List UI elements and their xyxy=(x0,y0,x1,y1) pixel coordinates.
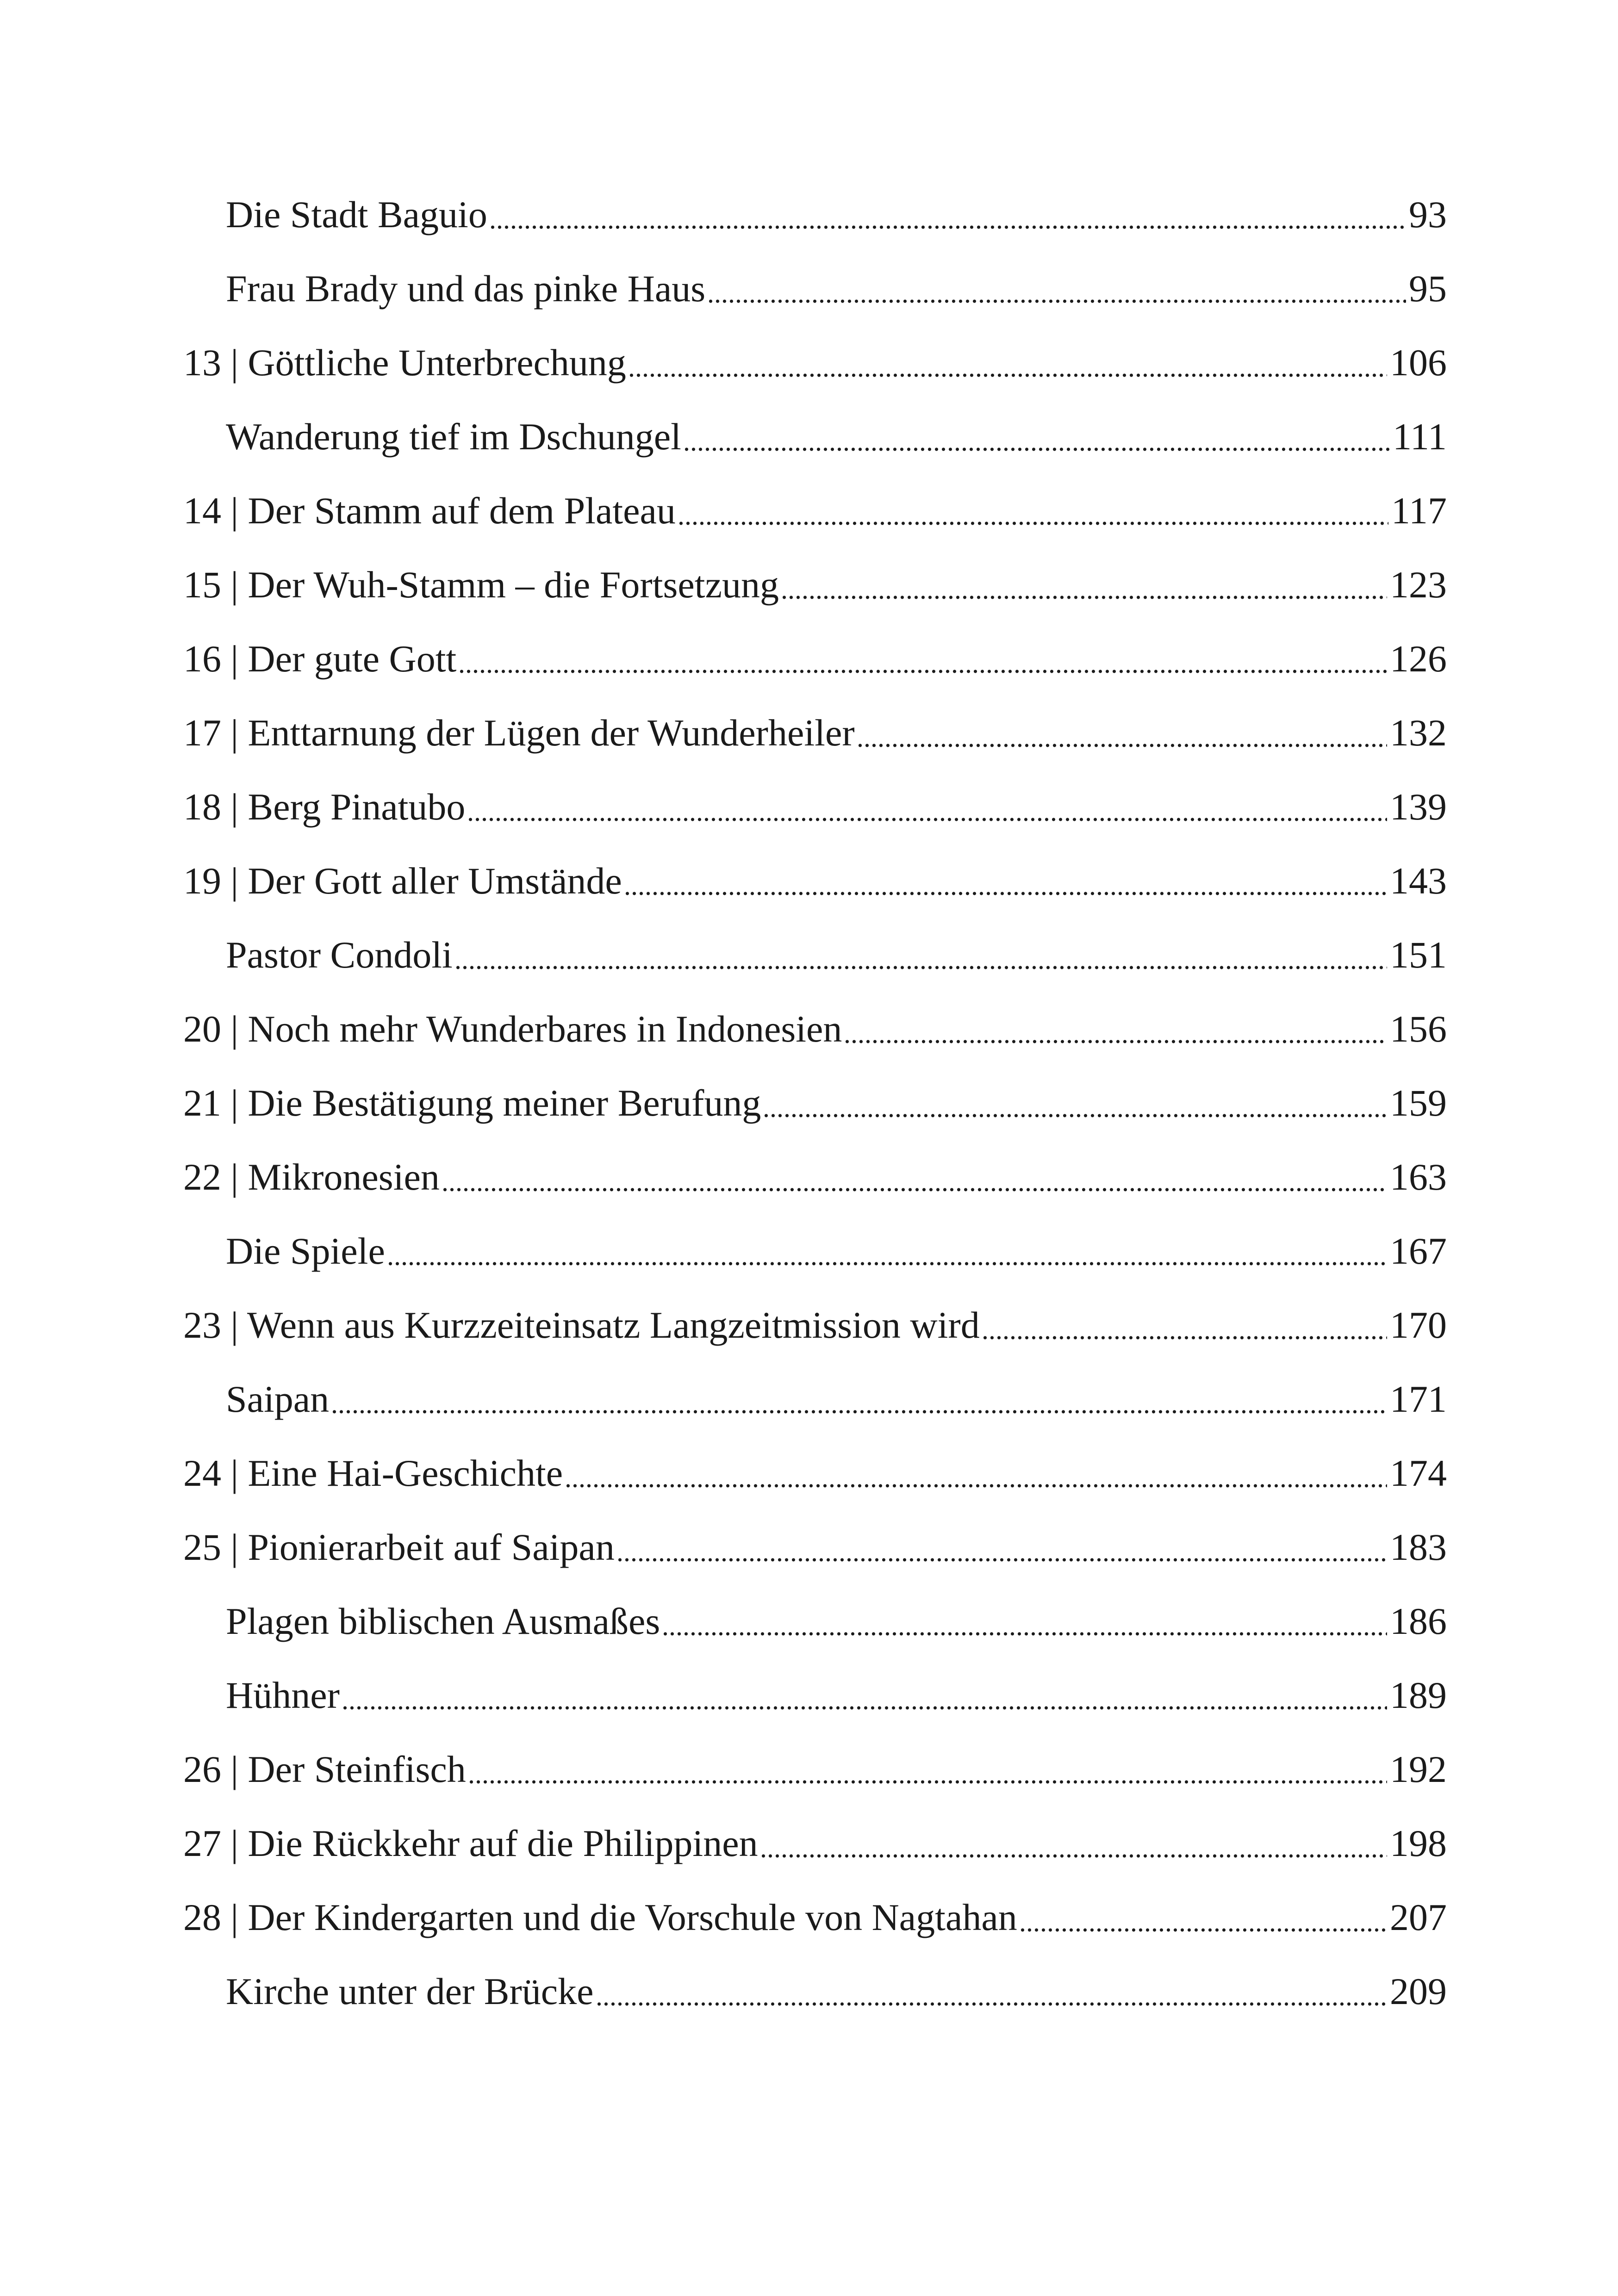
dot-leader xyxy=(857,714,1387,752)
toc-subentry xyxy=(183,1955,1447,2029)
toc-entry xyxy=(183,696,1447,770)
dot-leader xyxy=(565,1454,1387,1492)
toc-entry-page-number: 106 xyxy=(1390,341,1447,384)
toc-entry-title: 27 | Die Rückkehr auf die Philippinen xyxy=(183,1822,758,1864)
toc-entry-page-number: 170 xyxy=(1390,1304,1447,1346)
toc-entry-page-number: 189 xyxy=(1390,1674,1447,1716)
toc-entry-page-number: 126 xyxy=(1390,638,1447,680)
toc-subentry xyxy=(183,400,1447,474)
toc-entry-page-number: 132 xyxy=(1390,712,1447,754)
toc-entry xyxy=(183,1806,1447,1880)
dot-leader xyxy=(331,1380,1387,1418)
toc-entry-title: Die Stadt Baguio xyxy=(226,193,487,236)
toc-entry-title: 22 | Mikronesien xyxy=(183,1156,440,1198)
toc-entry-page-number: 123 xyxy=(1390,564,1447,606)
dot-leader xyxy=(342,1676,1387,1714)
toc-entry-title: Plagen biblischen Ausmaßes xyxy=(226,1600,660,1642)
dot-leader xyxy=(982,1306,1387,1344)
toc-entry-page-number: 117 xyxy=(1391,490,1447,532)
toc-entry-title: Saipan xyxy=(226,1378,330,1420)
toc-entry xyxy=(183,1436,1447,1510)
toc-entry-title: Hühner xyxy=(226,1674,340,1716)
toc-entry-page-number: 143 xyxy=(1390,860,1447,902)
toc-entry-title: Kirche unter der Brücke xyxy=(226,1970,594,2012)
toc-entry-title: 19 | Der Gott aller Umstände xyxy=(183,860,622,902)
toc-entry xyxy=(183,622,1447,696)
toc-entry-page-number: 174 xyxy=(1390,1452,1447,1494)
toc-entry-page-number: 167 xyxy=(1390,1230,1447,1272)
toc-entry xyxy=(183,1066,1447,1140)
toc-entry-title: 18 | Berg Pinatubo xyxy=(183,786,466,828)
dot-leader xyxy=(454,936,1387,974)
toc-subentry xyxy=(183,1658,1447,1732)
toc-entry-title: 28 | Der Kindergarten und die Vorschule von Nagtahan xyxy=(183,1896,1017,1938)
toc-entry-title: Pastor Condoli xyxy=(226,934,453,976)
toc-entry xyxy=(183,844,1447,918)
toc-entry-page-number: 209 xyxy=(1390,1970,1447,2012)
toc-entry-page-number: 156 xyxy=(1390,1008,1447,1050)
dot-leader xyxy=(624,862,1387,900)
dot-leader xyxy=(489,196,1406,234)
toc-entry-title: 15 | Der Wuh-Stamm – die Fortsetzung xyxy=(183,564,779,606)
toc-entry-page-number: 163 xyxy=(1390,1156,1447,1198)
dot-leader xyxy=(616,1528,1387,1566)
toc-entry xyxy=(183,1880,1447,1955)
toc-subentry xyxy=(183,1584,1447,1658)
toc-entry-page-number: 151 xyxy=(1390,934,1447,976)
dot-leader xyxy=(707,270,1406,308)
toc-entry xyxy=(183,992,1447,1066)
dot-leader xyxy=(763,1084,1387,1122)
toc-entry xyxy=(183,1288,1447,1362)
toc-entry-page-number: 139 xyxy=(1390,786,1447,828)
dot-leader xyxy=(662,1602,1387,1640)
table-of-contents xyxy=(183,178,1447,2029)
toc-subentry xyxy=(183,252,1447,326)
toc-entry-title: 20 | Noch mehr Wunderbares in Indonesien xyxy=(183,1008,842,1050)
toc-entry xyxy=(183,1140,1447,1214)
toc-entry-page-number: 171 xyxy=(1390,1378,1447,1420)
dot-leader xyxy=(683,418,1390,456)
toc-entry-page-number: 111 xyxy=(1393,416,1447,458)
dot-leader xyxy=(1019,1899,1387,1936)
toc-entry xyxy=(183,1732,1447,1806)
toc-entry-title: Die Spiele xyxy=(226,1230,385,1272)
toc-entry-page-number: 93 xyxy=(1409,193,1447,236)
toc-entry-page-number: 198 xyxy=(1390,1822,1447,1864)
dot-leader xyxy=(387,1232,1387,1270)
toc-subentry xyxy=(183,918,1447,992)
dot-leader xyxy=(760,1824,1387,1862)
toc-entry xyxy=(183,548,1447,622)
toc-entry-page-number: 95 xyxy=(1409,267,1447,310)
toc-entry-page-number: 186 xyxy=(1390,1600,1447,1642)
toc-entry-title: 26 | Der Steinfisch xyxy=(183,1748,466,1790)
toc-entry xyxy=(183,474,1447,548)
toc-entry-title: 25 | Pionierarbeit auf Saipan xyxy=(183,1526,615,1568)
dot-leader xyxy=(596,1973,1387,2011)
toc-entry-title: 24 | Eine Hai-Geschichte xyxy=(183,1452,563,1494)
dot-leader xyxy=(844,1010,1387,1048)
toc-entry-title: 16 | Der gute Gott xyxy=(183,638,457,680)
toc-entry-title: 23 | Wenn aus Kurzzeiteinsatz Langzeitmission wird xyxy=(183,1304,980,1346)
dot-leader xyxy=(467,788,1387,826)
toc-entry-title: 17 | Enttarnung der Lügen der Wunderheiler xyxy=(183,712,855,754)
dot-leader xyxy=(468,1750,1387,1788)
toc-entry-page-number: 207 xyxy=(1390,1896,1447,1938)
toc-entry-title: Frau Brady und das pinke Haus xyxy=(226,267,706,310)
toc-entry-title: 14 | Der Stamm auf dem Plateau xyxy=(183,490,676,532)
toc-entry xyxy=(183,1510,1447,1584)
dot-leader xyxy=(678,492,1388,530)
toc-subentry xyxy=(183,1214,1447,1288)
toc-subentry xyxy=(183,1362,1447,1436)
toc-entry-title: 21 | Die Bestätigung meiner Berufung xyxy=(183,1082,761,1124)
dot-leader xyxy=(781,566,1387,604)
dot-leader xyxy=(442,1158,1387,1196)
toc-entry xyxy=(183,326,1447,400)
toc-entry-title: 13 | Göttliche Unterbrechung xyxy=(183,341,626,384)
toc-entry xyxy=(183,770,1447,844)
dot-leader xyxy=(458,640,1387,678)
toc-entry-page-number: 183 xyxy=(1390,1526,1447,1568)
toc-entry-title: Wanderung tief im Dschungel xyxy=(226,416,681,458)
toc-entry-page-number: 192 xyxy=(1390,1748,1447,1790)
toc-subentry xyxy=(183,178,1447,252)
toc-entry-page-number: 159 xyxy=(1390,1082,1447,1124)
dot-leader xyxy=(628,344,1387,382)
